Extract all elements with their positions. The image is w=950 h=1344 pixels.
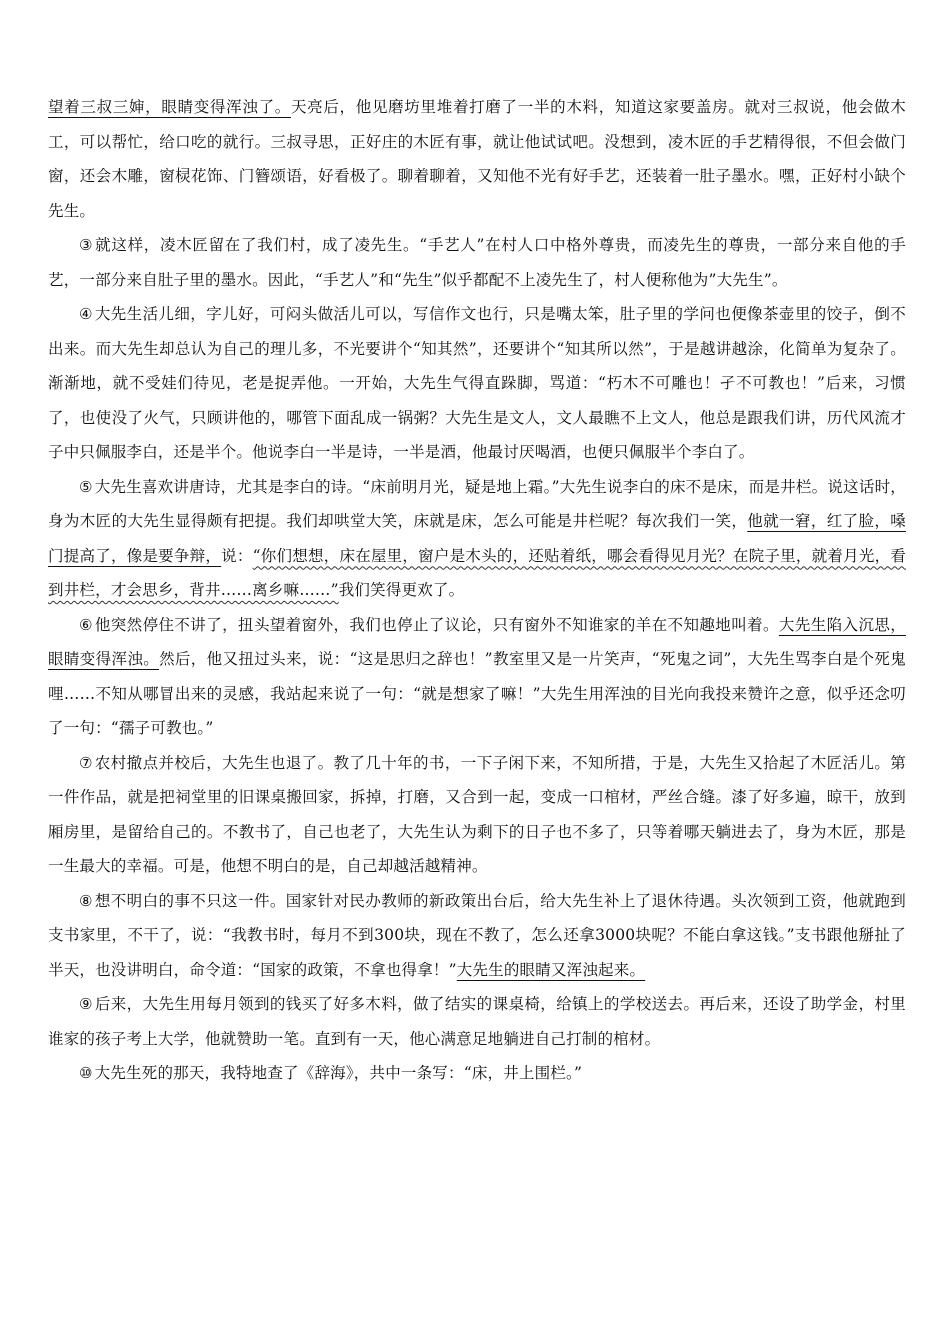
paragraph-text: 后来，大先生用每月领到的钱买了好多木料，做了结实的课桌椅，给镇上的学校送去。再后来，还设了助学金，村里谁家的孩子考上大学，他就赞助一笔。直到有一天，他心满意足地躺进自己打制的棺材。 — [48, 995, 906, 1048]
paragraph-7 — [48, 746, 906, 884]
article-body — [48, 90, 906, 1091]
paragraph-text: 说： — [221, 546, 253, 565]
wavy-underlined-quote: “你们想想，床在屋里，窗户是木头的，还贴着纸，哪会看得见月光？在院子里，就着月光，看到井栏，才会思乡，背井……离乡嘛……” — [48, 546, 907, 599]
paragraph-text: 天亮后，他见磨坊里堆着打磨了一半的木料，知道这家要盖房。就对三叔说，他会做木工，可以帮忙，给口吃的就行。三叔寻思，正好庄的木匠有事，就让他试试吧。没想到，凌木匠的手艺精得很，不但会做门窗，还会木雕，窗棂花饰、门簪颂语，好看极了。聊着聊着，又知他不光有好手艺，还装着一肚子墨水。嘿，正好村小缺个先生。 — [48, 98, 906, 220]
paragraph-number: ⑥ — [79, 615, 93, 634]
paragraph-text: 大先生死的那天，我特地查了《辞海》，共中一条写：“床，井上围栏。” — [94, 1064, 583, 1082]
paragraph-text: 农村撤点并校后，大先生也退了。教了几十年的书，一下子闲下来，不知所措，于是，大先生又拾起了木匠活儿。第一件作品，就是把祠堂里的旧课桌搬回家，拆掉，打磨，又合到一起，变成一口棺材，严丝合缝。漆了好多遍，晾干，放到厢房里，是留给自己的。不教书了，自己也老了，大先生认为剩下的日子也不多了，只等着哪天躺进去了，身为木匠，那是一生最大的幸福。可是，他想不明白的是，自己却越活越精神。 — [48, 753, 906, 875]
paragraph-number: ⑧ — [79, 891, 93, 910]
paragraph-4 — [48, 297, 906, 470]
paragraph-8 — [48, 884, 906, 988]
paragraph-text: 就这样，凌木匠留在了我们村，成了凌先生。“手艺人”在村人口中格外尊贵，而凌先生的尊贵，一部分来自他的手艺，一部分来自肚子里的墨水。因此，“手艺人”和“先生”似乎都配不上凌先生了，村人便称他为”大先生”。 — [48, 236, 906, 289]
paragraph-3 — [48, 228, 906, 297]
underlined-sentence: 大先生的眼睛又浑浊起来。 — [456, 960, 646, 979]
paragraph-number: ⑤ — [79, 477, 93, 496]
paragraph-number: ⑦ — [79, 753, 93, 772]
paragraph-number: ⑨ — [79, 995, 93, 1013]
paragraph-text: 他突然停住不讲了，扭头望着窗外，我们也停止了议论，只有窗外不知谁家的羊在不知趣地叫着。 — [94, 615, 779, 634]
paragraph-number: ⑩ — [79, 1064, 93, 1082]
paragraph-text: 大先生活儿细，字儿好，可闷头做活儿可以，写信作文也行，只是嘴太笨，肚子里的学问也便像茶壶里的饺子，倒不出来。而大先生却总认为自己的理儿多，不光要讲个“知其然”，还要讲个“知其所以然”，于是越讲越涂，化简单为复杂了。渐渐地，就不受娃们待见，老是捉弄他。一开始，大先生气得直跺脚，骂道：“朽木不可雕也！孑不可教也！”后来，习惯了，也使没了火气，只顾讲他的，哪管下面乱成一锅粥？大先生是文人，文人最瞧不上文人，他总是跟我们讲，历代风流才子中只佩服李白，还是半个。他说李白一半是诗，一半是酒，他最讨厌喝酒，也便只佩服半个李白了。 — [48, 305, 906, 461]
paragraph-text: 想不明白的事不只这一件。国家针对民办教师的新政策出台后，给大先生补上了退休待遇。头次领到工资，他就跑到支书家里，不干了，说：“我教书时，每月不到300块，现在不教了，怎么还拿3000块呢？不能白拿这钱。”支书跟他掰扯了半天，也没讲明白，命令道：“国家的政策，不拿也得拿！” — [48, 891, 906, 979]
paragraph-9 — [48, 987, 906, 1056]
paragraph-text: 然后，他又扭过头来，说：“这是思归之辞也！”教室里又是一片笑声，“死鬼之词”，大先生骂李白是个死鬼哩……不知从哪冒出来的灵感，我站起来说了一句：“就是想家了嘛！”大先生用浑浊的目光向我投来赞许之意，似乎还念叨了一句：“孺子可教也。” — [48, 650, 906, 737]
paragraph-6 — [48, 608, 906, 746]
paragraph-number: ③ — [79, 236, 94, 254]
paragraph-text: 大先生喜欢讲唐诗，尤其是李白的诗。“床前明月光，疑是地上霜。”大先生说李白的床不是床，而是井栏。说这话时，身为木匠的大先生显得颇有把提。我们却哄堂大笑，床就是床，怎么可能是井栏呢？每次我们一笑， — [48, 477, 907, 530]
paragraph-10 — [48, 1056, 906, 1091]
paragraph-number: ④ — [79, 305, 93, 323]
underlined-sentence: 大先生陷入沉思，眼睛变得浑浊。 — [48, 615, 906, 668]
underlined-sentence: 他就一窘，红了脸，嗓门提高了，像是要争辩， — [48, 512, 906, 565]
underlined-sentence: 望着三叔三婶，眼睛变得浑浊了。 — [48, 98, 291, 116]
paragraph-text: 我们笑得更欢了。 — [338, 581, 465, 599]
paragraph-2-continued — [48, 90, 906, 228]
paragraph-5 — [48, 470, 906, 608]
